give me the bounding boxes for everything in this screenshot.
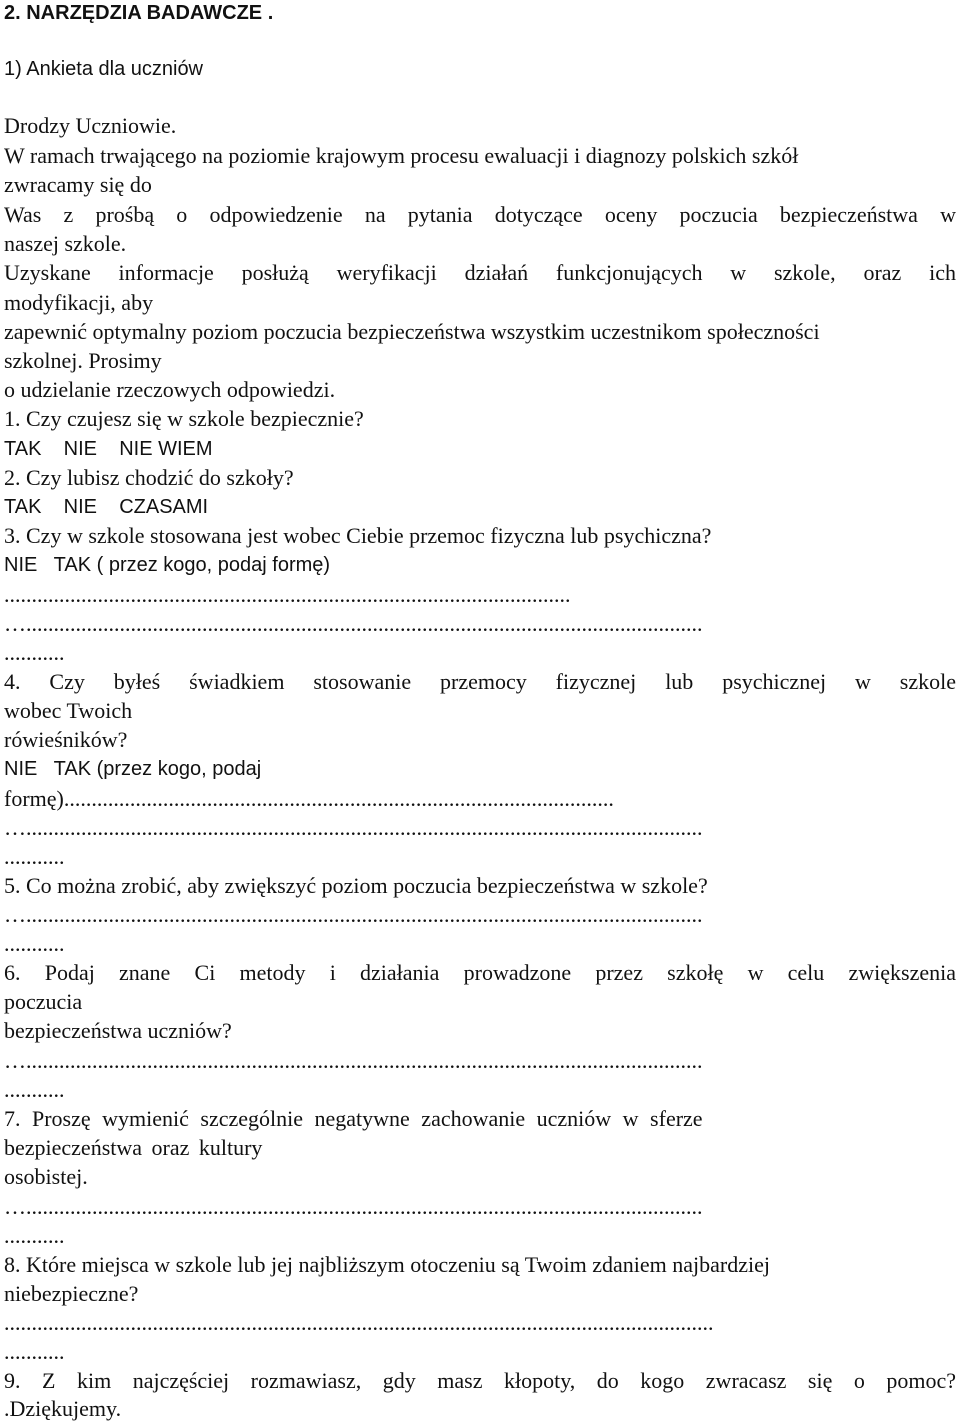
intro-line-3: Was z prośbą o odpowiedzenie na pytania dotyczące oceny poczucia bezpieczeństwa w [4, 202, 956, 227]
question-3-answer-line-3: ........... [4, 640, 65, 665]
greeting: Drodzy Uczniowie. [4, 113, 177, 138]
question-4-line-3: rówieśników? [4, 727, 128, 752]
question-6-line-2: poczucia [4, 989, 83, 1014]
intro-line-4: naszej szkole. [4, 231, 127, 256]
question-8-line-2: niebezpieczne? [4, 1281, 139, 1306]
question-4-line-2: wobec Twoich [4, 698, 133, 723]
question-7-line-2: bezpieczeństwa oraz kultury [4, 1135, 263, 1160]
intro-line-1: W ramach trwającego na poziomie krajowym procesu ewaluacji i diagnozy polskich szkół [4, 143, 799, 168]
question-3-options: NIE TAK ( przez kogo, podaj formę) [4, 554, 331, 576]
survey-title: 1) Ankieta dla uczniów [4, 58, 204, 80]
question-6-line-3: bezpieczeństwa uczniów? [4, 1018, 232, 1043]
question-8-answer-line-1: ................................................................................................................................. [4, 1310, 714, 1335]
closing-thanks: .Dziękujemy. [4, 1396, 122, 1421]
question-2-options: TAK NIE CZASAMI [4, 496, 209, 518]
intro-line-6: modyfikacji, aby [4, 290, 154, 315]
question-4-line-5: formę).................................................................................................... [4, 786, 614, 811]
question-3-answer-line-2: …........................................................................................................................... [4, 611, 703, 636]
question-5-answer-line-1: …........................................................................................................................... [4, 902, 703, 927]
intro-line-2: zwracamy się do [4, 172, 152, 197]
intro-line-5: Uzyskane informacje posłużą weryfikacji działań funkcjonujących w szkole, oraz ich [4, 260, 956, 285]
question-9: 9. Z kim najczęściej rozmawiasz, gdy masz kłopoty, do kogo zwracasz się o pomoc? [4, 1368, 956, 1393]
question-6-line-1: 6. Podaj znane Ci metody i działania prowadzone przez szkołę w celu zwiększenia [4, 960, 956, 985]
question-6-answer-line-2: ........... [4, 1077, 65, 1102]
question-5-answer-line-2: ........... [4, 931, 65, 956]
question-7-answer-line-2: ........... [4, 1223, 65, 1248]
question-4-line-1: 4. Czy byłeś świadkiem stosowanie przemocy fizycznej lub psychicznej w szkole [4, 669, 956, 694]
question-3-answer-line-1: ....................................................................................................... [4, 582, 571, 607]
question-7-answer-line-1: …........................................................................................................................... [4, 1194, 703, 1219]
question-8-line-1: 8. Które miejsca w szkole lub jej najbliższym otoczeniu są Twoim zdaniem najbardziej [4, 1252, 770, 1277]
question-4-options: NIE TAK (przez kogo, podaj [4, 758, 262, 780]
question-3: 3. Czy w szkole stosowana jest wobec Ciebie przemoc fizyczna lub psychiczna? [4, 523, 712, 548]
section-heading: 2. NARZĘDZIA BADAWCZE . [4, 2, 274, 24]
question-7-line-1: 7. Proszę wymienić szczególnie negatywne zachowanie uczniów w sferze [4, 1106, 703, 1131]
question-1-options: TAK NIE NIE WIEM [4, 438, 213, 460]
question-7-line-3: osobistej. [4, 1164, 88, 1189]
intro-line-9: o udzielanie rzeczowych odpowiedzi. [4, 377, 336, 402]
intro-line-8: szkolnej. Prosimy [4, 348, 162, 373]
question-4-answer-line-1: …........................................................................................................................... [4, 815, 703, 840]
question-6-answer-line-1: …........................................................................................................................... [4, 1048, 703, 1073]
intro-line-7: zapewnić optymalny poziom poczucia bezpieczeństwa wszystkim uczestnikom społeczności [4, 319, 820, 344]
question-4-answer-line-2: ........... [4, 844, 65, 869]
question-2: 2. Czy lubisz chodzić do szkoły? [4, 465, 294, 490]
question-1: 1. Czy czujesz się w szkole bezpiecznie? [4, 406, 364, 431]
question-8-answer-line-2: ........... [4, 1339, 65, 1364]
question-5: 5. Co można zrobić, aby zwiększyć poziom poczucia bezpieczeństwa w szkole? [4, 873, 708, 898]
